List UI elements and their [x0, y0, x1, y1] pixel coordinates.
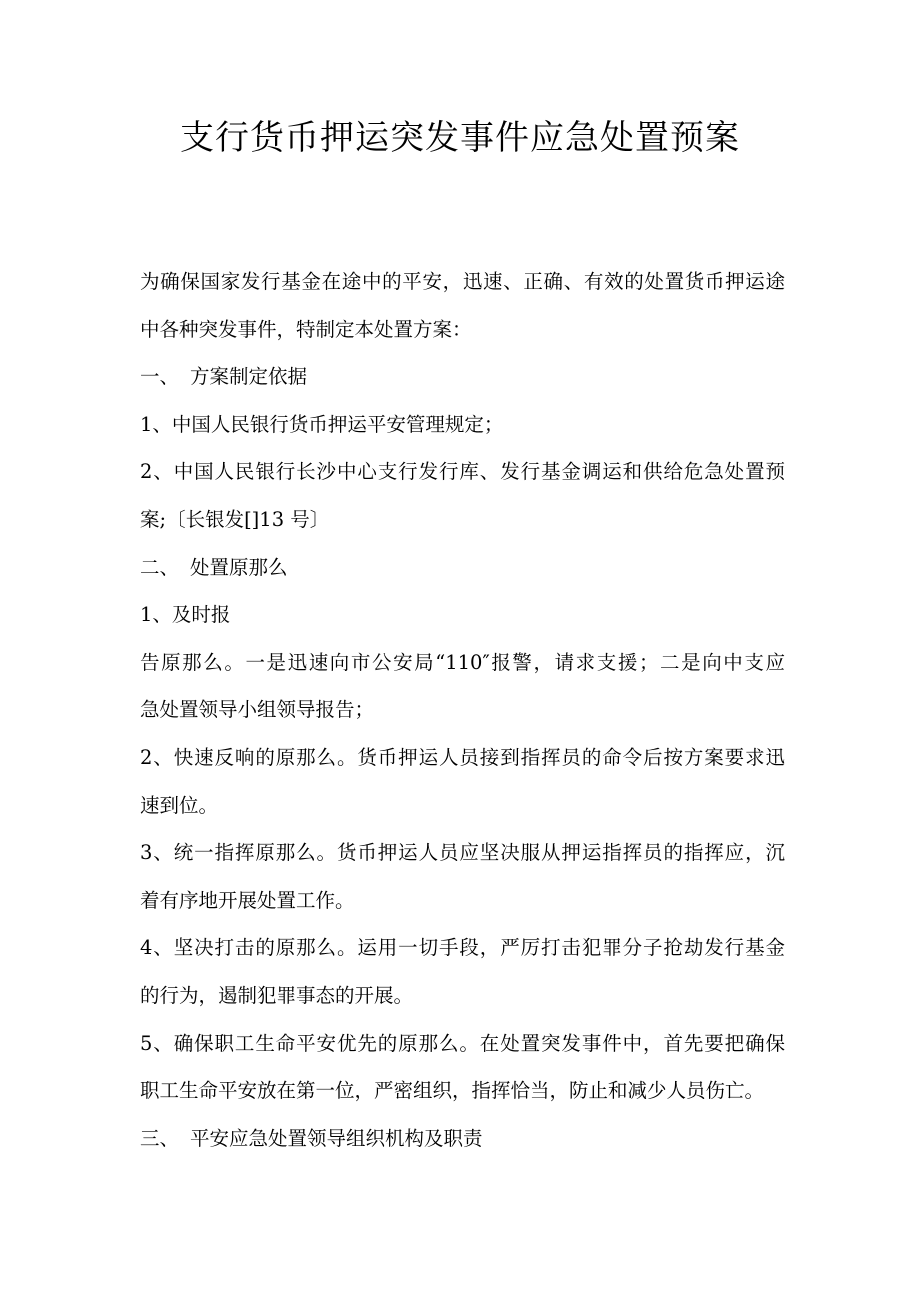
paragraph-line: 的行为，遏制犯罪事态的开展。 — [140, 983, 414, 1007]
section-heading-1 — [140, 353, 785, 401]
section-number: 一、 — [140, 365, 180, 389]
document-title: 支行货币押运突发事件应急处置预案 — [180, 118, 740, 158]
paragraph-line: 职工生命平安放在第一位，严密组织，指挥恰当，防止和减少人员伤亡。 — [140, 1079, 765, 1103]
section-number: 二、 — [140, 555, 180, 579]
paragraph-line: 中各种突发事件，特制定本处置方案： — [140, 317, 472, 341]
section-heading-text: 平安应急处置领导组织机构及职责 — [190, 1126, 483, 1150]
paragraph-line: 1、中国人民银行货币押运平安管理规定； — [140, 412, 504, 436]
paragraph-line: 速到位。 — [140, 793, 219, 817]
paragraph-line: 2、快速反响的原那么。货币押运人员接到指挥员的命令后按方案要求迅 — [140, 745, 785, 769]
paragraph-line: 1、及时报 — [140, 603, 231, 627]
document-body — [140, 258, 785, 1162]
paragraph-line: 案;〔长银发[]13 号〕 — [140, 507, 330, 531]
section-number: 三、 — [140, 1126, 180, 1150]
section-heading-3 — [140, 1115, 785, 1163]
section-heading-text: 处置原那么 — [190, 555, 288, 579]
section-heading-text: 方案制定依据 — [190, 365, 308, 389]
paragraph-line: 告原那么。一是迅速向市公安局“110″报警，请求支援；二是向中支应 — [140, 650, 785, 674]
paragraph-line: 3、统一指挥原那么。货币押运人员应坚决服从押运指挥员的指挥应，沉 — [140, 841, 785, 865]
paragraph-line: 4、坚决打击的原那么。运用一切手段，严厉打击犯罪分子抢劫发行基金 — [140, 936, 785, 960]
paragraph-line: 5、确保职工生命平安优先的原那么。在处置突发事件中，首先要把确保 — [140, 1031, 785, 1055]
paragraph-line: 为确保国家发行基金在途中的平安，迅速、正确、有效的处置货币押运途 — [140, 270, 785, 293]
paragraph-line: 着有序地开展处置工作。 — [140, 888, 355, 912]
paragraph-line: 2、中国人民银行长沙中心支行发行库、发行基金调运和供给危急处置预 — [140, 460, 785, 484]
paragraph-line: 急处置领导小组领导报告； — [140, 698, 375, 722]
section-heading-2 — [140, 544, 785, 592]
